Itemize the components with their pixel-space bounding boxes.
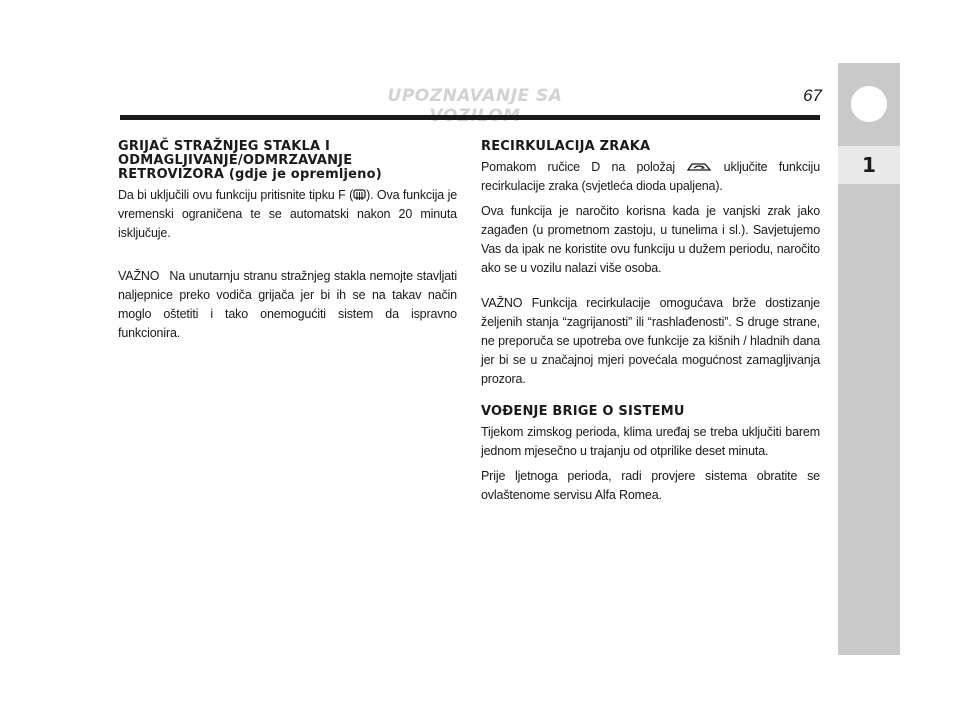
chapter-number-box: [838, 146, 900, 184]
system-care-summer: Prije ljetnoga perioda, radi provjere sistema obratite se ovlaštenome servisu Alfa Romea.: [481, 469, 820, 502]
warning-label: VAŽNO: [118, 269, 160, 283]
recirculation-warning: VAŽNO Funkcija recirkulacije omogućava brže dostizanje željenih stanja “zagrijanosti” ili “rashlađenosti”. S druge strane, ne preporuča se upotreba ove funkcije za kišnih / hladnih dana jer bi se u značajnoj mjeri povećala mogućnost zamagljivanja prozora.: [481, 296, 820, 386]
recirc-part-1: Pomakom ručice D na položaj: [481, 160, 676, 174]
system-care-winter: Tijekom zimskog perioda, klima uređaj se treba uključiti barem jednom mjesečno u trajanju od otprilike deset minuta.: [481, 425, 820, 458]
chapter-tab-dot: [851, 86, 887, 122]
rear-window-instructions: [118, 186, 457, 243]
heading-note: (gdje je opremljeno): [228, 167, 382, 182]
rear-window-heating-heading: [118, 140, 457, 182]
recirculation-instructions: [481, 158, 820, 196]
page-header-title: UPOZNAVANJE SA: [387, 86, 563, 106]
left-column: [118, 140, 457, 349]
chapter-number: 1: [862, 153, 876, 177]
header-rule: [120, 115, 820, 120]
recirculation-icon: [686, 161, 712, 173]
recirculation-usage-note: Ova funkcija je naročito korisna kada je vanjski zrak jako zagađen (u prometnom zastoju, u tunelima i sl.). Savjetujemo Vas da ipak ne koristite ovu funkciju u dužem periodu, naročito ako se u vozilu nalazi više osoba.: [481, 204, 820, 275]
instructions-part-1: Da bi uključili ovu funkciju pritisnite tipku F (: [118, 188, 354, 202]
heading-line-1: GRIJAČ STRAŽNJEG STAKLA I: [118, 139, 331, 154]
page-number: 67: [803, 86, 822, 105]
recirculation-heading: RECIRKULACIJA ZRAKA: [481, 139, 651, 154]
heading-line-2: ODMAGLJIVANJE/ODMRZAVANJE: [118, 153, 353, 168]
warning-text: Na unutarnju stranu stražnjeg stakla nemojte stavljati naljepnice preko vodiča grijača jer bi ih se na takav način moglo oštetiti i tako onemogućiti sistem da ispravno funkcionira.: [118, 269, 457, 340]
instructions-part-2: ). Ova funkcija je vremenski ograničena te se automatski nakon 20 minuta isključuje.: [118, 188, 457, 240]
right-column: [481, 140, 820, 511]
rear-window-warning: [118, 267, 457, 343]
system-care-heading: VOĐENJE BRIGE O SISTEMU: [481, 404, 685, 419]
heading-line-3: RETROVIZORA: [118, 167, 225, 182]
recirc-part-2: uključite funkciju recirkulacije zraka (svjetleća dioda upaljena).: [481, 160, 820, 193]
rear-window-heater-icon: [353, 189, 366, 201]
